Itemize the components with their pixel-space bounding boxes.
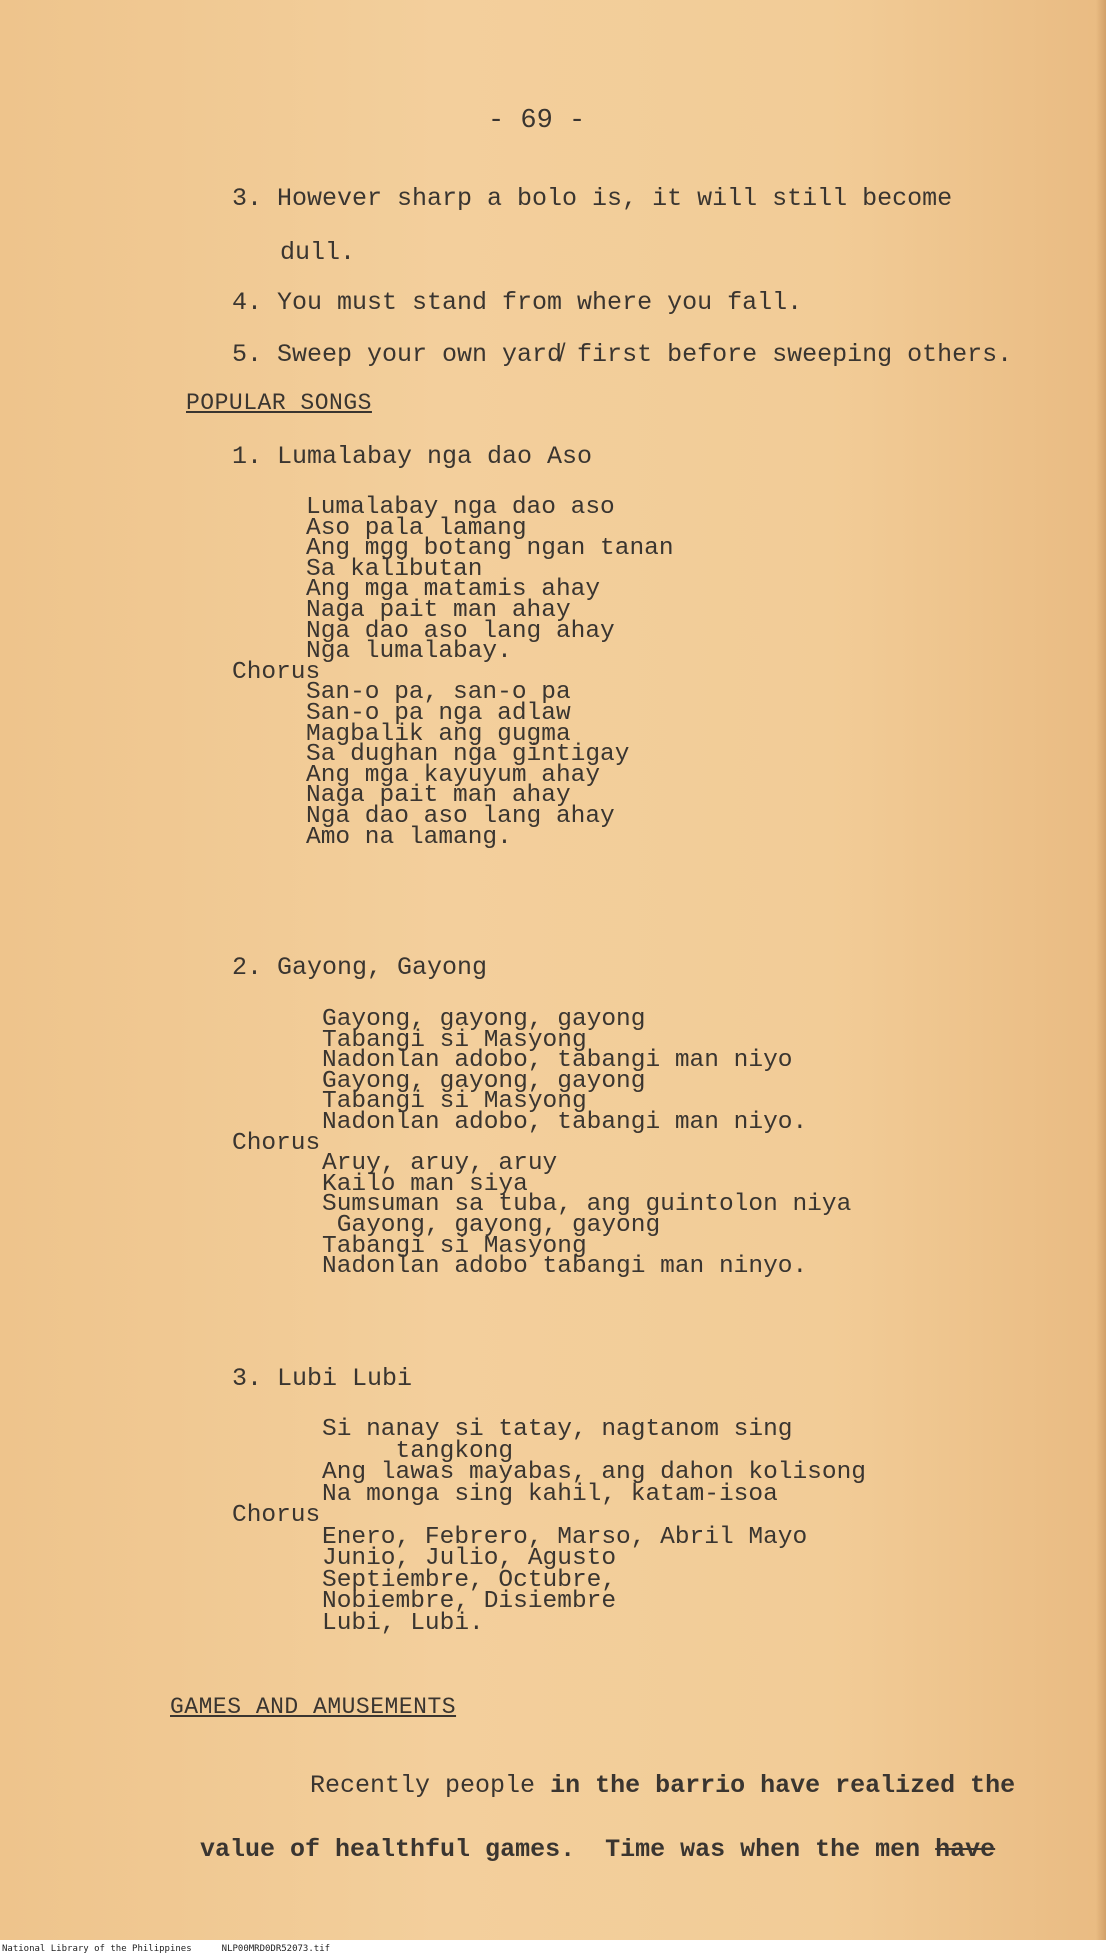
song-2-chorus-line: Kailo man siya <box>322 1170 528 1198</box>
song-1-chorus-line: Sa dughan nga gintigay <box>306 741 630 769</box>
song-3-chorus-line: Lubi, Lubi. <box>322 1609 484 1637</box>
popular-songs-heading: POPULAR SONGS <box>186 390 372 416</box>
games-para-2-strike: have <box>935 1835 996 1864</box>
scan-footer <box>0 1940 1106 1958</box>
song-2-chorus-line: Sumsuman sa tuba, ang guintolon niya <box>322 1191 852 1219</box>
song-2-chorus-line: Tabangi si Masyong <box>322 1232 587 1260</box>
song-2-chorus-line: Gayong, gayong, gayong <box>322 1212 661 1239</box>
song-2-chorus-line: Nadonlan adobo tabangi man ninyo. <box>322 1253 808 1281</box>
song-2-title: 2. Gayong, Gayong <box>232 953 488 982</box>
song-1-chorus-line: Ang mga kayuyum ahay <box>306 761 601 789</box>
song-1-chorus-label: Chorus <box>232 658 321 686</box>
games-para-1b: in the barrio have realized the <box>550 1771 1016 1800</box>
games-paragraph-line2 <box>170 1812 995 1862</box>
song-3-chorus-line: Junio, Julio, Agusto <box>322 1545 617 1572</box>
song-1-chorus-line: Magbalik ang gugma <box>306 720 571 748</box>
song-1-verse-line: Aso pala lamang <box>306 514 527 542</box>
page-number: - 69 - <box>488 106 586 136</box>
proverb-3-line1: 3. However sharp a bolo is, it will still become <box>232 184 953 213</box>
song-2-chorus-label: Chorus <box>232 1129 321 1157</box>
proverb-4: 4. You must stand from where you fall. <box>232 288 803 317</box>
song-2-verse-line: Nadonlan adobo, tabangi man niyo <box>322 1047 793 1075</box>
song-1-verse-line: Nga dao aso lang ahay <box>306 617 615 645</box>
song-1-verse-line: Naga pait man ahay <box>306 597 571 624</box>
song-1-chorus-line: Amo na lamang. <box>306 823 512 851</box>
song-2-verse-line: Gayong, gayong, gayong <box>322 1067 646 1095</box>
games-para-2a: value of healthful games. Time was when the men <box>200 1835 936 1864</box>
song-3-verse-line: Na monga sing kahil, katam-isoa <box>322 1480 778 1508</box>
song-1-chorus-line: Naga pait man ahay <box>306 782 571 810</box>
song-3-verse-line: tangkong <box>322 1437 514 1465</box>
song-1-verse-line: Lumalabay nga dao aso <box>306 494 615 521</box>
proverb-5: 5. Sweep your own yard̸ first before sweeping others. <box>232 340 1013 369</box>
song-1-chorus-line: San-o pa, san-o pa <box>306 679 571 707</box>
song-1-chorus-line: San-o pa nga adlaw <box>306 700 571 727</box>
song-1-verse-line: Nga lumalabay. <box>306 638 512 666</box>
song-3-verse-line: Ang lawas mayabas, ang dahon kolisong <box>322 1459 866 1486</box>
games-paragraph-line1 <box>280 1748 1015 1798</box>
song-1-verse-line: Ang mgg botang ngan tanan <box>306 535 674 563</box>
page-edge-shadow <box>1096 0 1106 1940</box>
song-3-chorus-line: Enero, Febrero, Marso, Abril Mayo <box>322 1523 808 1551</box>
song-2-verse-line: Nadonlan adobo, tabangi man niyo. <box>322 1109 808 1136</box>
song-1-chorus-line: Nga dao aso lang ahay <box>306 803 615 830</box>
song-1-title: 1. Lumalabay nga dao Aso <box>232 442 593 471</box>
song-3-chorus-line: Septiembre, Octubre, <box>322 1566 617 1594</box>
song-1-verse-line: Sa kalibutan <box>306 555 483 583</box>
song-3-verse-line: Si nanay si tatay, nagtanom sing <box>322 1416 793 1443</box>
footer-library: National Library of the Philippines <box>2 1944 192 1954</box>
song-3-title: 3. Lubi Lubi <box>232 1364 413 1393</box>
song-2-verse-line: Gayong, gayong, gayong <box>322 1006 646 1033</box>
song-3-chorus-label: Chorus <box>232 1502 321 1529</box>
song-3-chorus-line: Nobiembre, Disiembre <box>322 1588 617 1615</box>
song-2-verse-line: Tabangi si Masyong <box>322 1088 587 1116</box>
song-1-verse-line: Ang mga matamis ahay <box>306 576 601 604</box>
song-2-chorus-line: Aruy, aruy, aruy <box>322 1150 558 1178</box>
games-para-1a: Recently people <box>310 1771 551 1800</box>
proverb-3-line2: dull. <box>280 238 356 267</box>
games-heading: GAMES AND AMUSEMENTS <box>170 1694 457 1720</box>
footer-file: NLP00MRD0DR52073.tif <box>221 1944 331 1954</box>
song-2-verse-line: Tabangi si Masyong <box>322 1026 587 1054</box>
